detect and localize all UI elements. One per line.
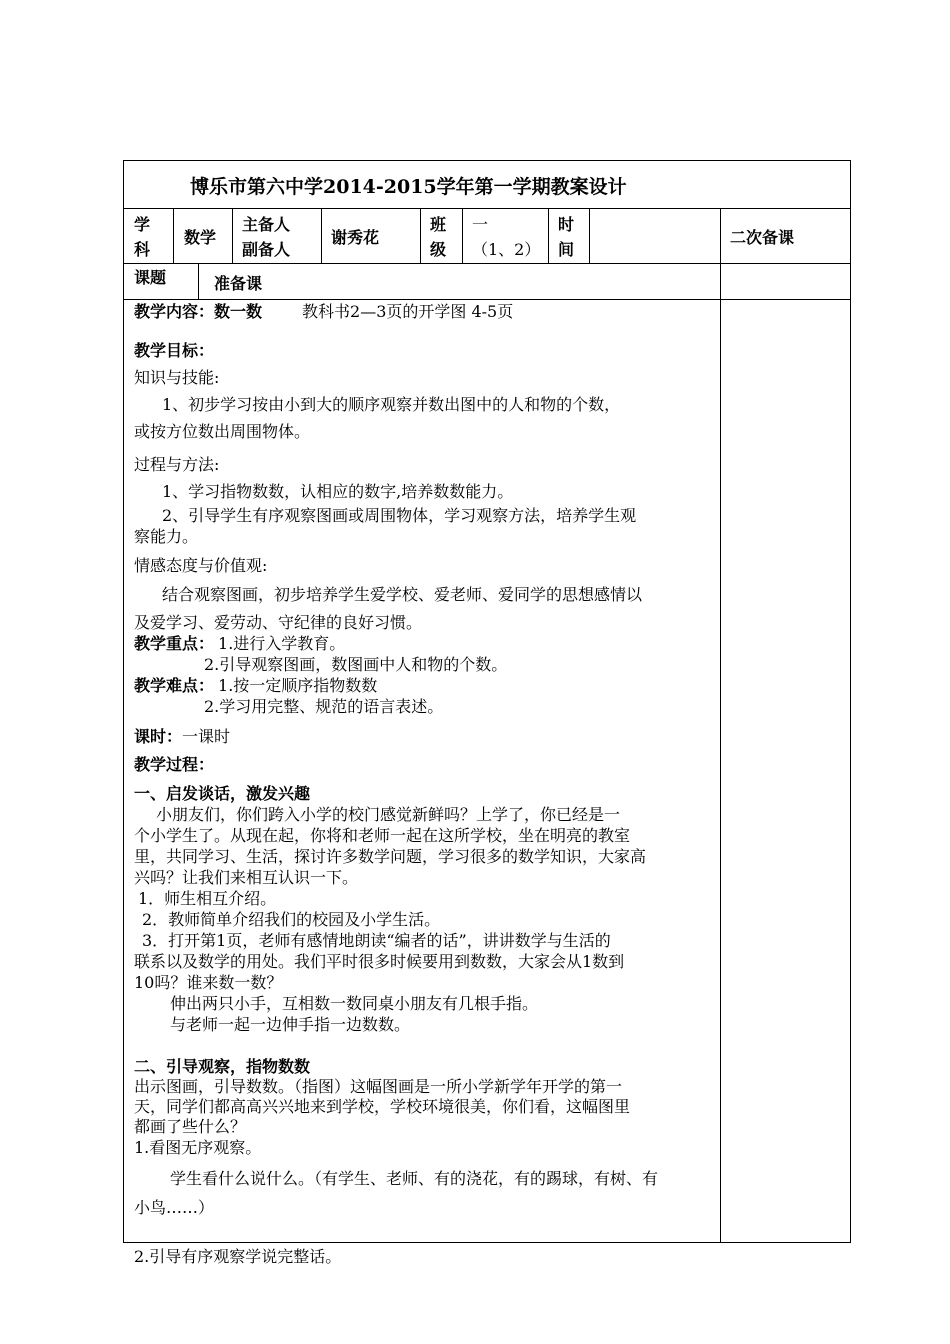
table-col-3 (321, 208, 322, 263)
section-2-observe-cont: 小鸟……） (134, 1198, 215, 1217)
co-preparer-label: 副备人 (242, 240, 291, 259)
section-1-step-3-line-2: 联系以及数学的用处。我们平时很多时候要用到数数，大家会从1数到 (134, 952, 625, 971)
process-heading: 教学过程： (134, 755, 215, 774)
table-col-5 (462, 208, 463, 263)
emotion-label: 情感态度与价值观: (134, 556, 268, 575)
key-point-1: 1.进行入学教育。 (218, 634, 346, 653)
section-2-line-3: 都画了些什么？ (134, 1117, 247, 1136)
section-2-title: 二、引导观察，指物数数 (134, 1057, 311, 1076)
table-col-4 (420, 208, 421, 263)
page-title: 博乐市第六中学2014-2015学年第一学期教案设计 (190, 176, 627, 198)
knowledge-label: 知识与技能: (134, 368, 220, 387)
subject-value: 数学 (184, 228, 217, 247)
topic-value: 准备课 (214, 274, 263, 293)
emotion-item-1-cont: 及爱学习、爱劳动、守纪律的良好习惯。 (134, 613, 423, 632)
topic-label: 课题 (134, 268, 167, 287)
content-text: 教科书2—3页的开学图 4-5页 (302, 302, 514, 321)
subject-label-1: 学 (134, 215, 151, 234)
section-1-activity-1: 伸出两只小手，互相数一数同桌小朋友有几根手指。 (170, 994, 539, 1013)
class-label-1: 班 (430, 215, 447, 234)
periods-label: 课时： (134, 727, 183, 746)
knowledge-item-1: 1、初步学习按由小到大的顺序观察并数出图中的人和物的个数， (162, 395, 621, 414)
difficulties-line-1 (134, 675, 716, 696)
key-points-label: 教学重点： (134, 634, 215, 653)
table-col-1 (173, 208, 174, 263)
table-col-topic (198, 263, 199, 299)
table-border-top (123, 160, 851, 161)
table-col-7 (589, 208, 590, 263)
section-2-observe: 学生看什么说什么。（有学生、老师、有的浇花，有的踢球，有树、有 (170, 1169, 659, 1188)
section-1-title: 一、启发谈话，激发兴趣 (134, 784, 311, 803)
section-1-activity-2: 与老师一起一边伸手指一边数数。 (170, 1015, 411, 1034)
content-line (134, 301, 716, 322)
time-label-1: 时 (558, 215, 575, 234)
content-heading: 教学内容：数一数 (134, 302, 263, 321)
table-col-6 (548, 208, 549, 263)
section-1-step-1: 1．师生相互介绍。 (138, 889, 277, 908)
table-col-2 (232, 208, 233, 263)
table-border-right (850, 160, 851, 1243)
periods-value: 一课时 (182, 727, 231, 746)
section-2-line-2: 天，同学们都高高兴兴地来到学校，学校环境很美，你们看，这幅图里 (134, 1097, 631, 1116)
goals-heading: 教学目标： (134, 341, 215, 360)
lesson-body (134, 301, 716, 1267)
section-1-line-2: 个小学生了。从现在起，你将和老师一起在这所学校，坐在明亮的教室 (134, 826, 631, 845)
class-grade: 一 (472, 215, 489, 234)
class-label-2: 级 (430, 240, 447, 259)
table-border-left (123, 160, 124, 1243)
difficulty-1: 1.按一定顺序指物数数 (218, 676, 378, 695)
class-sections: （1、2） (472, 240, 541, 259)
section-1-step-2: 2．教师简单介绍我们的校园及小学生活。 (142, 910, 441, 929)
difficulty-2: 2.学习用完整、规范的语言表述。 (204, 697, 444, 716)
periods-line (134, 726, 716, 747)
section-2-step-1: 1.看图无序观察。 (134, 1138, 262, 1157)
key-points-line-1 (134, 633, 716, 654)
section-1-line-4: 兴吗？让我们来相互认识一下。 (134, 868, 359, 887)
time-label-2: 间 (558, 240, 575, 259)
section-2-line-1: 出示图画，引导数数。（指图）这幅图画是一所小学新学年开学的第一 (134, 1077, 623, 1096)
table-line-topic-bottom (123, 299, 851, 300)
knowledge-item-1-cont: 或按方位数出周围物体。 (134, 422, 311, 441)
section-1-step-3-line-3: 10吗？谁来数一数？ (134, 973, 283, 992)
difficulties-label: 教学难点： (134, 676, 215, 695)
process-item-2-cont: 察能力。 (134, 527, 199, 546)
section-1-step-3-line-1: 3．打开第1页，老师有感情地朗读“编者的话”，讲讲数学与生活的 (142, 931, 611, 950)
process-label: 过程与方法: (134, 455, 220, 474)
section-1-line-1: 小朋友们，你们跨入小学的校门感觉新鲜吗？上学了，你已经是一 (156, 805, 621, 824)
second-prep-label: 二次备课 (730, 228, 795, 247)
section-2-step-2: 2.引导有序观察学说完整话。 (134, 1247, 342, 1266)
preparer-name: 谢秀花 (331, 228, 380, 247)
process-item-1: 1、学习指物数数，认相应的数字,培养数数能力。 (162, 482, 514, 501)
table-col-second-prep (720, 208, 721, 1243)
main-preparer-label: 主备人 (242, 215, 291, 234)
table-line-header-bottom (123, 263, 851, 264)
key-point-2: 2.引导观察图画，数图画中人和物的个数。 (204, 655, 508, 674)
process-item-2: 2、引导学生有序观察图画或周围物体，学习观察方法，培养学生观 (162, 506, 637, 525)
subject-label-2: 科 (134, 240, 151, 259)
section-1-line-3: 里，共同学习、生活，探讨许多数学问题，学习很多的数学知识，大家高 (134, 847, 647, 866)
emotion-item-1: 结合观察图画，初步培养学生爱学校、爱老师、爱同学的思想感情以 (162, 585, 643, 604)
